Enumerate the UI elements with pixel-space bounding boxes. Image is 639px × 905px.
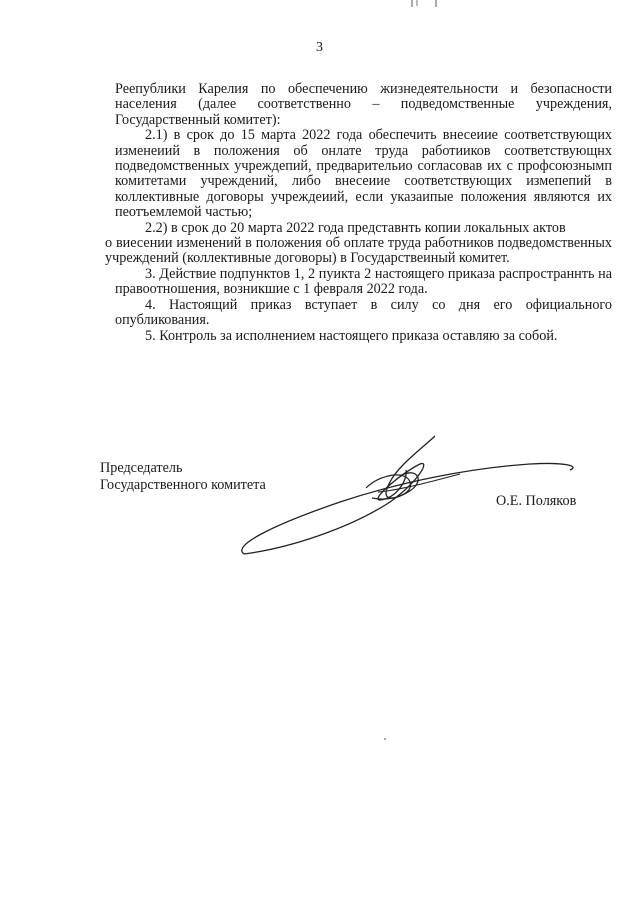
signatory-name: О.Е. Поляков xyxy=(496,493,577,509)
paragraph-2-2-continued: о виесении изменений в положения об оплате труда работников подведомственных учреждений (коллективные договоры) в Государствеиный комитет. xyxy=(105,235,612,267)
paragraph-2-2: 2.2) в срок до 20 марта 2022 года представнть копии локальных актов xyxy=(145,219,566,236)
paragraph-3: 3. Действие подпунктов 1, 2 пуикта 2 настоящего приказа распространнть на правоотношения, возникшие с 1 февраля 2022 года. xyxy=(115,265,612,298)
paragraph-4: 4. Настоящий приказ вступает в силу со дня его официального опубликования. xyxy=(115,296,612,329)
scan-dot xyxy=(384,738,386,740)
signatory-title-line2: Государственного комитета xyxy=(100,477,266,493)
paragraph-2-1: 2.1) в срок до 15 марта 2022 года обеспечить внесеиие соответствующих изменеиий в положения об онлате труда работииков соответствующнх подведомственных учреждепий, предварительио согласовав их с профсоюзнымп комитетами учреждений, либо внесеиие соответствующих измепепий в коллективные договоры учреждеиий, если указаипые положения являются их пеотъемлемой частью; xyxy=(115,127,612,221)
page-number: 3 xyxy=(316,40,323,55)
paragraph-5: 5. Контроль за исполнением настоящего приказа оставляю за собой. xyxy=(145,327,558,344)
signatory-title-line1: Председатель xyxy=(100,460,183,476)
paragraph-intro: Реепублики Карелия по обеспечению жизнедеятельности и безопасности населения (далее соответственно – подведомственные учреждения, Государственный комитет): xyxy=(115,81,612,128)
